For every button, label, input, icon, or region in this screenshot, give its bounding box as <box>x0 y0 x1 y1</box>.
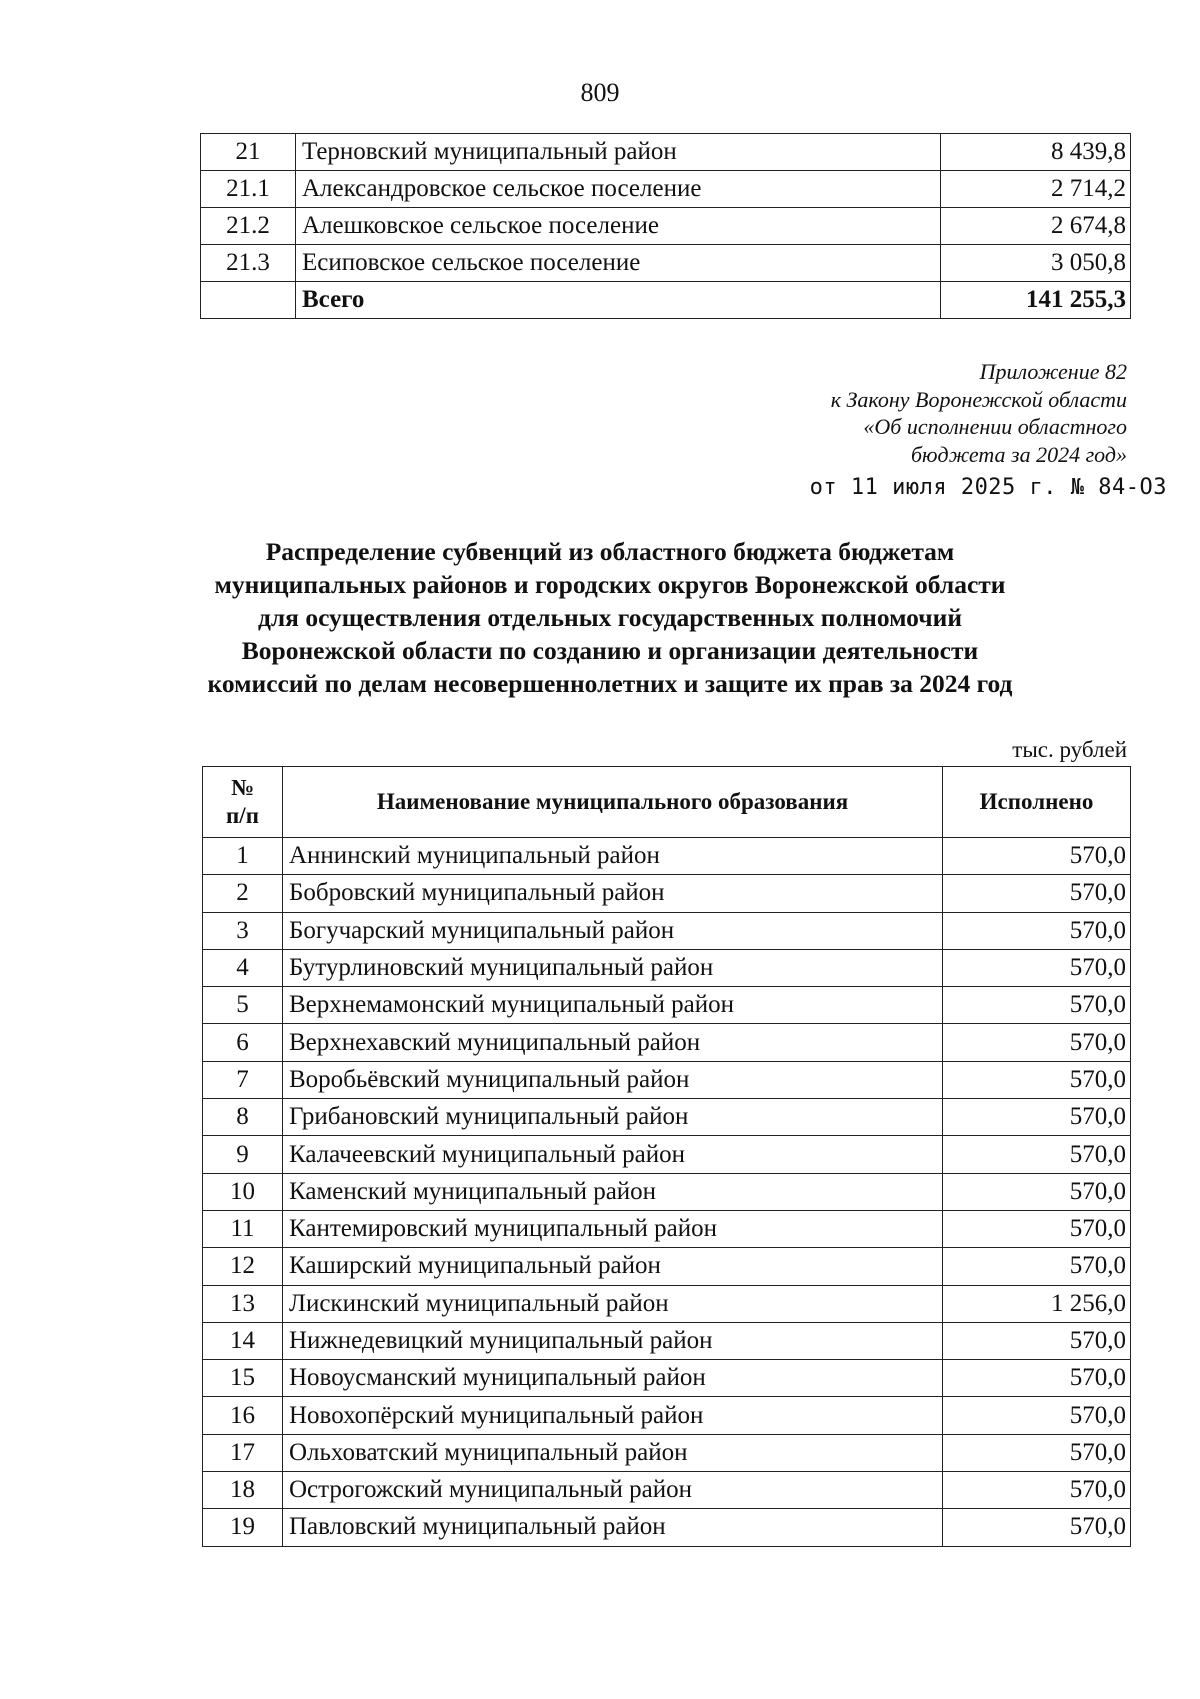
row-value: 570,0 <box>943 987 1131 1024</box>
row-name: Грибановский муниципальный район <box>283 1099 943 1136</box>
row-number: 7 <box>203 1061 283 1098</box>
page-number: 809 <box>580 78 620 107</box>
row-number: 5 <box>203 987 283 1024</box>
row-value: 2 674,8 <box>941 208 1131 245</box>
row-number: 21.3 <box>201 245 296 282</box>
table-row <box>203 1024 1131 1061</box>
row-name: Лискинский муниципальный район <box>283 1285 943 1322</box>
row-value: 570,0 <box>943 1322 1131 1359</box>
row-number: 11 <box>203 1210 283 1247</box>
law-reference: от 11 июля 2025 г. № 84-ОЗ <box>809 475 1167 500</box>
row-value: 570,0 <box>943 1173 1131 1210</box>
total-row <box>201 282 1131 319</box>
title-line: комиссий по делам несовершеннолетних и защите их прав за 2024 год <box>207 669 1013 698</box>
row-value: 570,0 <box>943 1509 1131 1546</box>
row-value: 570,0 <box>943 1136 1131 1173</box>
row-number: 21 <box>201 134 296 171</box>
table-row <box>203 912 1131 949</box>
total-empty-cell <box>201 282 296 319</box>
row-name: Есиповское сельское поселение <box>296 245 941 282</box>
table-row <box>203 949 1131 986</box>
appendix-line: Приложение 82 <box>979 359 1127 384</box>
continuation-table <box>200 133 1131 319</box>
row-value: 2 714,2 <box>941 171 1131 208</box>
row-value: 570,0 <box>943 1434 1131 1471</box>
row-number: 2 <box>203 875 283 912</box>
row-value: 570,0 <box>943 1472 1131 1509</box>
row-number: 13 <box>203 1285 283 1322</box>
row-value: 8 439,8 <box>941 134 1131 171</box>
table-row <box>203 1099 1131 1136</box>
row-value: 570,0 <box>943 949 1131 986</box>
row-number: 14 <box>203 1322 283 1359</box>
row-name: Терновский муниципальный район <box>296 134 941 171</box>
table-row <box>203 1397 1131 1434</box>
header-num-line2: п/п <box>226 803 259 828</box>
row-value: 570,0 <box>943 875 1131 912</box>
title-line: муниципальных районов и городских округов Воронежской области <box>214 570 1006 599</box>
header-num-line1: № <box>230 775 255 800</box>
appendix-line: к Закону Воронежской области <box>830 386 1127 412</box>
table-row <box>203 1173 1131 1210</box>
row-name: Новохопёрский муниципальный район <box>283 1397 943 1434</box>
row-value: 570,0 <box>943 1061 1131 1098</box>
table-row <box>203 1285 1131 1322</box>
table-row <box>203 1210 1131 1247</box>
row-name: Кантемировский муниципальный район <box>283 1210 943 1247</box>
header-num <box>203 767 283 838</box>
row-number: 6 <box>203 1024 283 1061</box>
table-row <box>203 1136 1131 1173</box>
row-value: 1 256,0 <box>943 1285 1131 1322</box>
row-name: Бутурлиновский муниципальный район <box>283 949 943 986</box>
row-number: 8 <box>203 1099 283 1136</box>
table-row <box>203 1472 1131 1509</box>
title-line: для осуществления отдельных государственных полномочий <box>257 603 963 632</box>
row-name: Александровское сельское поселение <box>296 171 941 208</box>
row-name: Острогожский муниципальный район <box>283 1472 943 1509</box>
header-value: Исполнено <box>943 767 1131 838</box>
row-number: 21.1 <box>201 171 296 208</box>
subventions-table <box>202 766 1131 1547</box>
table-row <box>203 1322 1131 1359</box>
row-name: Нижнедевицкий муниципальный район <box>283 1322 943 1359</box>
row-value: 570,0 <box>943 912 1131 949</box>
table-row <box>201 208 1131 245</box>
total-label: Всего <box>296 282 941 319</box>
table-row <box>203 875 1131 912</box>
row-value: 570,0 <box>943 1397 1131 1434</box>
row-number: 10 <box>203 1173 283 1210</box>
row-name: Каширский муниципальный район <box>283 1248 943 1285</box>
row-number: 1 <box>203 838 283 875</box>
row-value: 570,0 <box>943 1210 1131 1247</box>
row-number: 3 <box>203 912 283 949</box>
row-name: Верхнехавский муниципальный район <box>283 1024 943 1061</box>
row-name: Павловский муниципальный район <box>283 1509 943 1546</box>
row-name: Каменский муниципальный район <box>283 1173 943 1210</box>
row-name: Ольховатский муниципальный район <box>283 1434 943 1471</box>
table-row <box>201 134 1131 171</box>
row-value: 570,0 <box>943 1360 1131 1397</box>
table-row <box>201 171 1131 208</box>
appendix-line: «Об исполнении областного <box>863 414 1127 439</box>
row-name: Верхнемамонский муниципальный район <box>283 987 943 1024</box>
row-number: 19 <box>203 1509 283 1546</box>
row-name: Алешковское сельское поселение <box>296 208 941 245</box>
table-header-row <box>203 767 1131 838</box>
table-row <box>203 987 1131 1024</box>
row-value: 3 050,8 <box>941 245 1131 282</box>
row-name: Калачеевский муниципальный район <box>283 1136 943 1173</box>
row-number: 12 <box>203 1248 283 1285</box>
row-value: 570,0 <box>943 1024 1131 1061</box>
table-row <box>203 1360 1131 1397</box>
row-name: Бобровский муниципальный район <box>283 875 943 912</box>
row-number: 4 <box>203 949 283 986</box>
document-title <box>150 535 1070 700</box>
table-row <box>203 838 1131 875</box>
row-number: 21.2 <box>201 208 296 245</box>
row-name: Богучарский муниципальный район <box>283 912 943 949</box>
row-number: 9 <box>203 1136 283 1173</box>
row-number: 18 <box>203 1472 283 1509</box>
table-row <box>203 1061 1131 1098</box>
appendix-note <box>831 358 1127 468</box>
table-row <box>203 1248 1131 1285</box>
row-number: 17 <box>203 1434 283 1471</box>
table-row <box>203 1434 1131 1471</box>
total-value: 141 255,3 <box>941 282 1131 319</box>
row-number: 16 <box>203 1397 283 1434</box>
title-line: Воронежской области по созданию и организации деятельности <box>241 636 979 665</box>
table-row <box>201 245 1131 282</box>
row-value: 570,0 <box>943 1248 1131 1285</box>
row-value: 570,0 <box>943 838 1131 875</box>
row-value: 570,0 <box>943 1099 1131 1136</box>
table-row <box>203 1509 1131 1546</box>
header-name: Наименование муниципального образования <box>283 767 943 838</box>
row-name: Новоусманский муниципальный район <box>283 1360 943 1397</box>
row-name: Аннинский муниципальный район <box>283 838 943 875</box>
units-label: тыс. рублей <box>1012 737 1127 762</box>
title-line: Распределение субвенций из областного бюджета бюджетам <box>265 537 955 566</box>
row-name: Воробьёвский муниципальный район <box>283 1061 943 1098</box>
appendix-line: бюджета за 2024 год» <box>910 441 1127 467</box>
row-number: 15 <box>203 1360 283 1397</box>
